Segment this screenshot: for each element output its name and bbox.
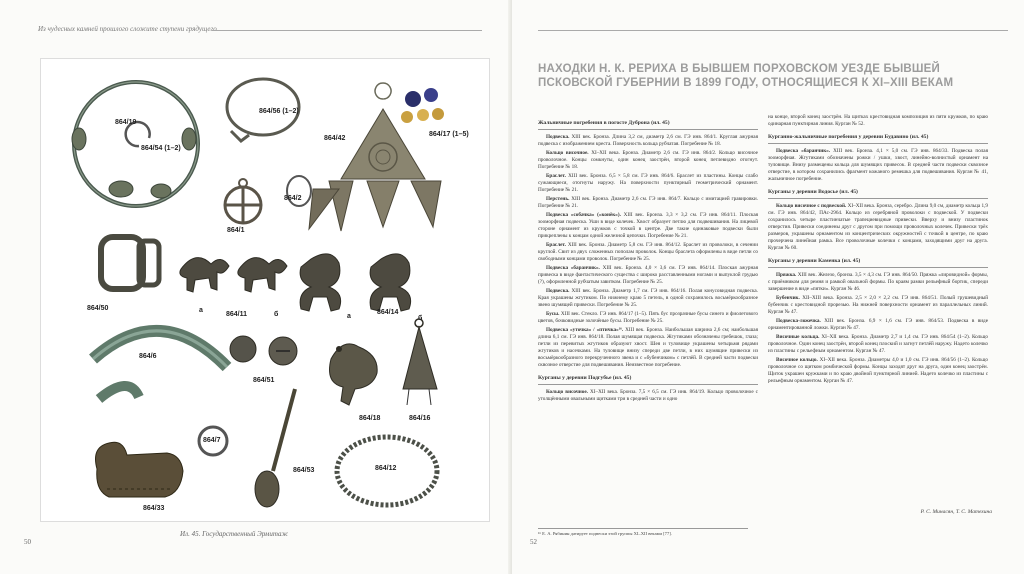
text-column-2 <box>768 114 988 387</box>
catalog-entry <box>538 134 758 148</box>
entry-label: Подвеска «собачка» («конёк»). <box>546 212 621 218</box>
entry-text: XI–XII века. Бронза. Диаметр 2,7 и 1,4 см. ГЭ инв. 864/54 (1–2). Кольцо проволочное. Один конец заострён, второй конец плоский и загнут петлёй наружу. Надето колечко из пластины с рельефным орнаментом. Курган № 47. <box>768 334 988 354</box>
entry-text: XIII век. Стекло. ГЭ инв. 864/17 (1–5). Пять бус прозрачные бусы синего и фиолетового цветов, бочковидные золочёные бусы. Погребение № 25. <box>538 311 758 324</box>
plate-label: б <box>274 311 279 318</box>
entry-label: Височное кольцо. <box>776 357 818 363</box>
plate-label: 864/19 <box>115 119 137 126</box>
plate-label: 864/53 <box>293 467 315 474</box>
footnote: ¹⁶ Е. А. Рябинин датирует подвески этой группы XI–XII веками [77]. <box>538 528 748 537</box>
catalog-entry <box>768 334 988 355</box>
entry-label: Кольцо височное. <box>546 150 589 156</box>
catalog-entry <box>768 295 988 316</box>
entry-label: Кольцо височное. <box>546 389 588 395</box>
running-head-rule <box>212 30 482 31</box>
catalog-entry <box>538 196 758 210</box>
beads-864-17-image <box>401 88 444 123</box>
entry-text: XI–XII века. Бронза, серебро. Длина 9,0 см, диаметр кольца 1,9 см. ГЭ инв. 864/42, ПАс-2964. Кольцо из серебряной проволоки с подвеской. У подвески сохранилось четыре пластинчатые трапециевидные привески. Вверху и внизу пластинок отверстия. Привески соединены друг с другом при помощи проволочных колечек. Привески трёх размеров, украшены орнаментом из концентрических окружностей с точкой в центре, по краю прочерчена линейная рамка. Все проволочные колечки с концами, заходящими друг на друга. Курган № 60. <box>768 203 988 251</box>
catalog-entry <box>538 389 758 403</box>
plate-label: а <box>347 313 351 320</box>
plate-label: 864/2 <box>284 195 302 202</box>
catalog-entry <box>768 272 988 293</box>
catalog-entry <box>538 150 758 171</box>
page-number-right: 52 <box>530 538 537 546</box>
plate-label: 864/17 (1–5) <box>429 131 469 138</box>
section-heading: Курганы у деревни Каменка (ил. 45) <box>768 256 988 268</box>
catalog-entry <box>538 288 758 309</box>
catalog-entry <box>538 265 758 286</box>
entry-text: XII–XIII века. Бронза. 2,5 × 2,0 × 2,2 см. ГЭ инв. 864/51. Полый грушевидный бубенчик с крестовидной прорезью. На нижней поверхности орнамент из параллельных линий. Курган № 47. <box>768 295 988 315</box>
page-number-left: 50 <box>24 538 31 546</box>
dog-pendants-864-11-image <box>180 258 287 292</box>
entry-label: Бубенчик. <box>776 295 800 301</box>
entry-label: Подвеска-ложечка. <box>776 318 821 324</box>
catalog-entry: на конце, второй конец заострён. На щитках крестовидная композиция из пяти кружков, по краю одинарная пунктирная линия. Курган № 52. <box>768 114 988 127</box>
entry-text: XI–XII века. Бронза. Диаметр 2,6 см. ГЭ инв. 864/2. Кольцо височное проволочное. Концы сомкнуты, один конец заострён, второй конец петлевидно отогнут. Погребение № 18. <box>538 150 758 170</box>
section-heading: Жальничные погребения в погосте Дуброна (ил. 45) <box>538 118 758 130</box>
entry-text: XIII век. Бронза. 6,9 × 1,6 см. ГЭ инв. 864/53. Подвеска в виде орнаментированной ложки. Курган № 47. <box>768 318 988 331</box>
entry-label: Подвеска. <box>546 288 570 294</box>
plate-label: 864/56 (1–2) <box>259 108 299 115</box>
entry-text: XIII век. Бронза. 6,5 × 5,8 см. ГЭ инв. 864/6. Браслет из пластины. Концы слабо сужающиеся, отогнуты наружу. На поверхности пунктирный геометрический орнамент. Погребение № 21. <box>538 173 758 193</box>
plate-label: 864/7 <box>203 437 221 444</box>
entry-label: Подвеска «баранчик». <box>776 148 831 154</box>
entry-text: XIII век. Железо, бронза. 3,5 × 4,3 см. ГЭ инв. 864/50. Пряжка «лировидной» формы, с приёмником для ремня и рамкой овальной формы. По краям рамки рельефный бортик, спереди завершение в виде «пятки». Курган № 46. <box>768 272 988 292</box>
text-column-1 <box>538 114 758 405</box>
artifact-illustration <box>41 59 489 521</box>
entry-text: XIII век. Бронза. 4,0 × 3,6 см. ГЭ инв. 864/14. Плоская ажурная привеска в виде фантастического существа с широко расставленными ногами и выпуклой грудью (?), оформленной рубчатым завитком. Погребение № 25. <box>538 265 758 285</box>
catalog-entry <box>538 242 758 263</box>
catalog-entry <box>538 212 758 240</box>
plate-label: 864/54 (1–2) <box>141 145 181 152</box>
entry-label: Кольцо височное с подвеской. <box>776 203 847 209</box>
running-head: Из чудесных камней прошлого сложите ступени грядущего <box>38 25 217 33</box>
duck-pendant-864-18-image <box>330 344 378 405</box>
temple-ring-864-19-image <box>72 82 198 206</box>
section-title: НАХОДКИ Н. К. РЕРИХА В БЫВШЕМ ПОРХОВСКОМ УЕЗДЕ БЫВШЕЙ ПСКОВСКОЙ ГУБЕРНИИ В 1899 ГОДУ, ОТНОСЯЩИЕСЯ К XI–XIII ВЕКАМ <box>538 63 954 89</box>
entry-label: Подвеска. <box>546 134 570 140</box>
entry-text: XIII век. Бронза. 3,3 × 3,2 см. ГЭ инв. 864/11. Плоская зооморфная подвеска. Уши в виде колечек. Хвост образует петлю для подвешивания. На лицевой стороне орнамент из кружков с точкой в центре. Две такие одинаковые подвески были прикреплены к концам одной железной цепочки. Погребение № 21. <box>538 212 759 239</box>
entry-label: Пряжка. <box>776 272 797 278</box>
catalog-entry <box>768 318 988 332</box>
section-heading: Курганы у деревни Водосье (ил. 45) <box>768 187 988 199</box>
plate-label: 864/50 <box>87 305 109 312</box>
catalog-entry <box>768 148 988 183</box>
ram-pendant-864-33-image <box>96 442 184 497</box>
entry-label: Браслет. <box>546 173 566 179</box>
entry-label: Подвеска «уточка» / «птичка»¹⁶. <box>546 327 624 333</box>
artifact-plate <box>40 58 490 522</box>
pendant-864-1-image <box>225 179 261 223</box>
plate-label: а <box>199 307 203 314</box>
entry-text: XI–XII века. Бронза. 7,5 × 6,5 см. ГЭ инв. 864/19. Кольцо проволочное с утолщёнными овальными щитками три в средней части и одно <box>538 389 758 402</box>
entry-text: XIII век. Бронза. 4,1 × 5,0 см. ГЭ инв. 864/33. Подвеска полая зооморфная. Жгутиками обозначены рожки / ушки, хвост, линейно-волнистый орнамент на туловище. Внизу размещены кольца для шумящих привесок. В средней части подвески сквозное отверстие, в котором сохранились фрагмент кожаного ремешка для подвешивания. Курган № 41, жальничное погребение. <box>768 148 988 182</box>
entry-label: Подвеска «баранчик». <box>546 265 600 271</box>
plate-label: 864/1 <box>227 227 245 234</box>
plate-label: 864/18 <box>359 415 381 422</box>
plate-caption: Ил. 45. Государственный Эрмитаж <box>180 530 289 538</box>
authors-signature: Р. С. Минасян, Т. С. Матехина <box>920 509 992 515</box>
plate-label: 864/11 <box>226 311 248 318</box>
bells-864-51-image <box>230 336 297 365</box>
section-heading: Курганно-жальничные погребения у деревни Будавино (ил. 45) <box>768 132 988 144</box>
ram-pendants-864-14-image <box>300 254 411 311</box>
catalog-entry <box>768 357 988 385</box>
buckle-864-50-image <box>101 237 159 289</box>
entry-text: XI–XII века. Бронза. Диаметры 4,0 и 1,0 см. ГЭ инв. 864/56 (1–2). Кольцо проволочное со щитком ромбической формы. Концы заходят друг на друга, один конец заострён. Щиток украшен кружками и по краю двойной пунктирной линией. Надето колечко из пластины с рельефным орнаментом. Курган № 47. <box>768 357 989 384</box>
catalog-entry <box>538 311 758 325</box>
catalog-entry <box>538 173 758 194</box>
entry-text: XIII век. Бронза. Диаметр 5,8 см. ГЭ инв. 864/12. Браслет из проволоки, в сечении круглой. Свит из двух сложенных пополам проволок. Концы браслета оформлены в виде петли со свободными концами проволок. Погребение № 25. <box>538 242 758 262</box>
entry-text: XIII век. Бронза. Диаметр 2,6 см. ГЭ инв. 864/7. Кольцо с имитацией гравировки. Погребение № 21. <box>538 196 758 209</box>
bracelet-864-6-image <box>93 331 227 399</box>
pendant-864-42-image <box>309 83 441 231</box>
entry-text: XIII век. Бронза. Длина 3,2 см, диаметр 2,6 см. ГЭ инв. 864/1. Круглая ажурная подвеска с изображением креста. Поверхность кольца рубчатая. Погребение № 18. <box>538 134 758 147</box>
catalog-entry <box>768 203 988 252</box>
plate-label: 864/42 <box>324 135 346 142</box>
plate-label: б <box>418 315 423 322</box>
entry-text: XIII век. Бронза. Наибольшая ширина 2,6 см; наибольшая длина 6,1 см. ГЭ инв. 864/18. Полая шумящая подвеска. Жгутиками обозначены гребешок, глаза; петли из перевитых жгутиков образуют хвост. Шея и туловище украшены четырьмя рядами жгутиков и насечками. На туловище внизу спереди две петли, в них шумящие привески из восьмёркообразного перекрученного звена и с «бубенчиком» с петлёй. В средней части подвески сквозное отверстие для подвешивания. Неизвестное погребение. <box>538 327 758 368</box>
plate-label: 864/16 <box>409 415 431 422</box>
spoon-pendant-864-53-image <box>255 389 295 507</box>
entry-label: Бусы. <box>546 311 560 317</box>
plate-label: 864/51 <box>253 377 275 384</box>
conical-pendant-864-16-image <box>403 319 437 405</box>
catalog-entry <box>538 327 758 369</box>
entry-label: Браслет. <box>546 242 566 248</box>
section-heading: Курганы у деревни Подгубье (ил. 45) <box>538 373 758 385</box>
entry-label: Перстень. <box>546 196 570 202</box>
running-head-rule-right <box>538 30 1008 31</box>
plate-label: 864/6 <box>139 353 157 360</box>
entry-label: Височные кольца. <box>776 334 820 340</box>
entry-text: XIII век. Бронза. Диаметр 1,7 см. ГЭ инв. 864/16. Полая конусовидная подвеска. Края украшены жгутиком. По нижнему краю 5 петель, в одной сохранилось восьмёркообразное звено шумящей привески. Погребение № 25. <box>538 288 758 308</box>
plate-label: 864/12 <box>375 465 397 472</box>
plate-label: 864/33 <box>143 505 165 512</box>
plate-label: 864/14 <box>377 309 399 316</box>
